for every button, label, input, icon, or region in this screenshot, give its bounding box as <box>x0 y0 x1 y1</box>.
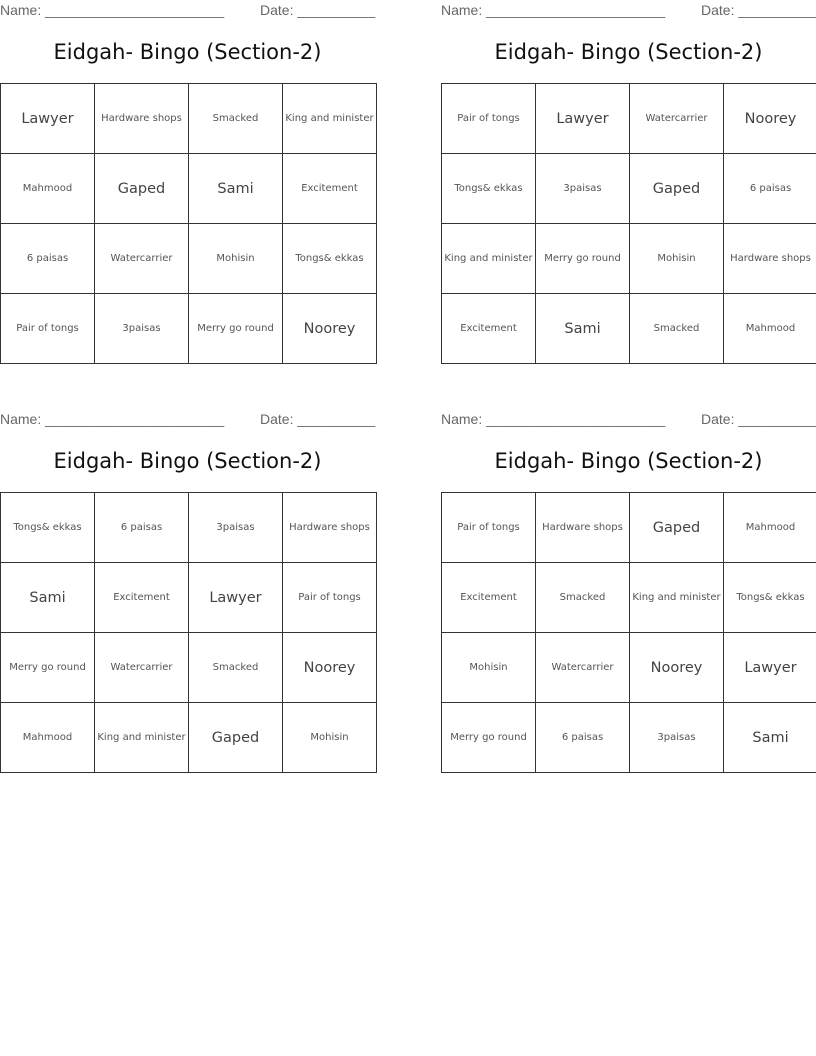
grid-cell: Sami <box>536 294 630 364</box>
grid-cell: Excitement <box>442 294 536 364</box>
grid-row <box>1 84 377 154</box>
grid-row <box>442 224 816 294</box>
card-title: Eidgah- Bingo (Section-2) <box>494 40 763 64</box>
grid-cell: King and minister <box>283 84 377 154</box>
grid-cell: Gaped <box>189 703 283 773</box>
bingo-grid <box>0 83 377 364</box>
grid-cell: Noorey <box>724 84 816 154</box>
grid-cell: Tongs& ekkas <box>283 224 377 294</box>
grid-cell: Lawyer <box>724 633 816 703</box>
grid-cell: Hardware shops <box>724 224 816 294</box>
grid-row <box>442 633 816 703</box>
grid-cell: Excitement <box>283 154 377 224</box>
grid-cell: King and minister <box>442 224 536 294</box>
grid-cell: 3paisas <box>95 294 189 364</box>
grid-row <box>442 294 816 364</box>
card-title: Eidgah- Bingo (Section-2) <box>53 449 322 473</box>
grid-row <box>1 703 377 773</box>
grid-cell: Pair of tongs <box>442 493 536 563</box>
grid-cell: Watercarrier <box>630 84 724 154</box>
grid-cell: 3paisas <box>630 703 724 773</box>
grid-row <box>1 154 377 224</box>
grid-cell: Pair of tongs <box>442 84 536 154</box>
grid-cell: Noorey <box>630 633 724 703</box>
bingo-card-2 <box>441 0 816 376</box>
grid-cell: Excitement <box>442 563 536 633</box>
grid-cell: Watercarrier <box>95 224 189 294</box>
grid-cell: Mohisin <box>442 633 536 703</box>
grid-cell: Watercarrier <box>536 633 630 703</box>
name-field-label: Name: _______________________ <box>0 2 225 18</box>
grid-cell: 3paisas <box>189 493 283 563</box>
grid-cell: Merry go round <box>189 294 283 364</box>
grid-cell: Smacked <box>189 84 283 154</box>
grid-cell: Sami <box>1 563 95 633</box>
grid-row <box>1 633 377 703</box>
grid-cell: Gaped <box>630 493 724 563</box>
grid-cell: Pair of tongs <box>283 563 377 633</box>
bingo-card-4 <box>441 409 816 785</box>
grid-cell: Watercarrier <box>95 633 189 703</box>
bingo-card-1 <box>0 0 376 376</box>
grid-cell: Mohisin <box>283 703 377 773</box>
grid-cell: 6 paisas <box>536 703 630 773</box>
grid-row <box>1 294 377 364</box>
grid-cell: Smacked <box>630 294 724 364</box>
grid-row <box>1 224 377 294</box>
grid-cell: 6 paisas <box>1 224 95 294</box>
grid-cell: Mohisin <box>189 224 283 294</box>
name-field-label: Name: _______________________ <box>441 2 666 18</box>
grid-row <box>442 154 816 224</box>
grid-cell: Mahmood <box>724 493 816 563</box>
grid-cell: Mahmood <box>724 294 816 364</box>
grid-cell: Mahmood <box>1 154 95 224</box>
grid-cell: Lawyer <box>189 563 283 633</box>
grid-cell: Merry go round <box>536 224 630 294</box>
grid-row <box>442 493 816 563</box>
grid-row <box>1 493 377 563</box>
grid-cell: Mahmood <box>1 703 95 773</box>
grid-cell: Tongs& ekkas <box>1 493 95 563</box>
grid-cell: Hardware shops <box>536 493 630 563</box>
name-field-label: Name: _______________________ <box>0 411 225 427</box>
grid-cell: King and minister <box>95 703 189 773</box>
grid-cell: Sami <box>724 703 816 773</box>
bingo-grid <box>441 83 816 364</box>
date-field-label: Date: __________ <box>701 2 816 18</box>
grid-cell: 3paisas <box>536 154 630 224</box>
grid-cell: 6 paisas <box>95 493 189 563</box>
grid-row <box>442 563 816 633</box>
grid-cell: Excitement <box>95 563 189 633</box>
grid-cell: Noorey <box>283 633 377 703</box>
grid-cell: Merry go round <box>442 703 536 773</box>
grid-row <box>442 84 816 154</box>
bingo-grid <box>441 492 816 773</box>
grid-cell: Smacked <box>189 633 283 703</box>
grid-cell: Merry go round <box>1 633 95 703</box>
grid-cell: 6 paisas <box>724 154 816 224</box>
grid-cell: Gaped <box>630 154 724 224</box>
card-title: Eidgah- Bingo (Section-2) <box>53 40 322 64</box>
grid-row <box>1 563 377 633</box>
bingo-card-3 <box>0 409 376 785</box>
grid-cell: Noorey <box>283 294 377 364</box>
grid-cell: Pair of tongs <box>1 294 95 364</box>
grid-cell: Tongs& ekkas <box>442 154 536 224</box>
grid-cell: Gaped <box>95 154 189 224</box>
date-field-label: Date: __________ <box>260 2 376 18</box>
grid-cell: Sami <box>189 154 283 224</box>
date-field-label: Date: __________ <box>701 411 816 427</box>
date-field-label: Date: __________ <box>260 411 376 427</box>
bingo-grid <box>0 492 377 773</box>
name-field-label: Name: _______________________ <box>441 411 666 427</box>
grid-cell: Smacked <box>536 563 630 633</box>
grid-row <box>442 703 816 773</box>
card-title: Eidgah- Bingo (Section-2) <box>494 449 763 473</box>
grid-cell: King and minister <box>630 563 724 633</box>
grid-cell: Lawyer <box>1 84 95 154</box>
grid-cell: Hardware shops <box>283 493 377 563</box>
grid-cell: Mohisin <box>630 224 724 294</box>
grid-cell: Tongs& ekkas <box>724 563 816 633</box>
grid-cell: Hardware shops <box>95 84 189 154</box>
grid-cell: Lawyer <box>536 84 630 154</box>
